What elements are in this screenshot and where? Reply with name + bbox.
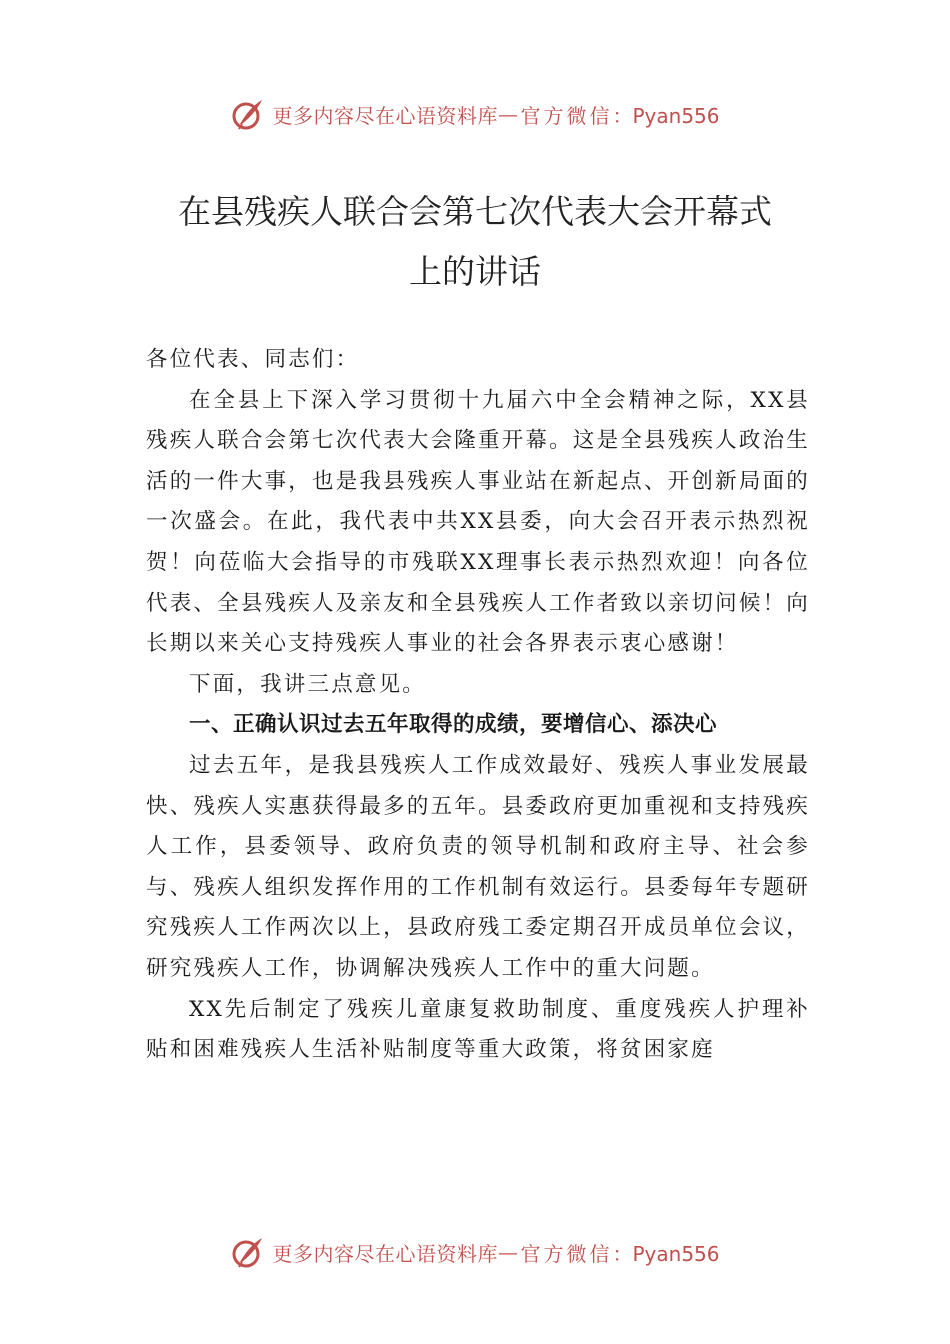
quill-logo-icon	[230, 1234, 266, 1270]
banner-wechat	[520, 100, 719, 129]
banner-wechat-colon: ：	[612, 103, 633, 128]
banner-wechat-label: 官方微信	[520, 103, 613, 128]
banner-site-text: 更多内容尽在心语资料库	[272, 1241, 498, 1266]
banner-wechat-id: Pyan556	[632, 1241, 720, 1266]
banner-wechat-label: 官方微信	[520, 1241, 613, 1266]
document-title	[140, 182, 810, 302]
title-line-1: 在县残疾人联合会第七次代表大会开幕式	[178, 192, 772, 231]
document-body	[146, 340, 810, 1071]
quill-logo-icon	[230, 96, 266, 132]
paragraph-1: 在全县上下深入学习贯彻十九届六中全会精神之际，XX县残疾人联合会第七次代表大会隆重开幕。这是全县残疾人政治生活的一件大事，也是我县残疾人事业站在新起点、开创新局面的一次盛会。在此，我代表中共XX县委，向大会召开表示热烈祝贺！向莅临大会指导的市残联XX理事长表示热烈欢迎！向各位代表、全县残疾人及亲友和全县残疾人工作者致以亲切问候！向长期以来关心支持残疾人事业的社会各界表示衷心感谢！	[146, 387, 810, 657]
paragraph-3: 过去五年，是我县残疾人工作成效最好、残疾人事业发展最快、残疾人实惠获得最多的五年。县委政府更加重视和支持残疾人工作，县委领导、政府负责的领导机制和政府主导、社会参与、残疾人组织发挥作用的工作机制有效运行。县委每年专题研究残疾人工作两次以上，县政府残工委定期召开成员单位会议，研究残疾人工作，协调解决残疾人工作中的重大问题。	[146, 752, 810, 981]
banner-dash: —	[497, 102, 519, 126]
paragraph-4: XX先后制定了残疾儿童康复救助制度、重度残疾人护理补贴和困难残疾人生活补贴制度等重大政策，将贫困家庭	[146, 996, 810, 1063]
footer-banner	[0, 1232, 950, 1272]
banner-site-text: 更多内容尽在心语资料库	[272, 103, 498, 128]
section-heading-1: 一、正确认识过去五年取得的成绩，要增信心、添决心	[189, 712, 718, 738]
paragraph-2: 下面，我讲三点意见。	[189, 671, 427, 697]
title-line-2: 上的讲话	[409, 252, 541, 291]
header-banner	[0, 94, 950, 134]
banner-wechat	[520, 1238, 719, 1267]
banner-wechat-colon: ：	[612, 1241, 633, 1266]
salutation: 各位代表、同志们：	[146, 347, 360, 372]
banner-dash: —	[497, 1240, 519, 1264]
banner-wechat-id: Pyan556	[632, 103, 720, 128]
